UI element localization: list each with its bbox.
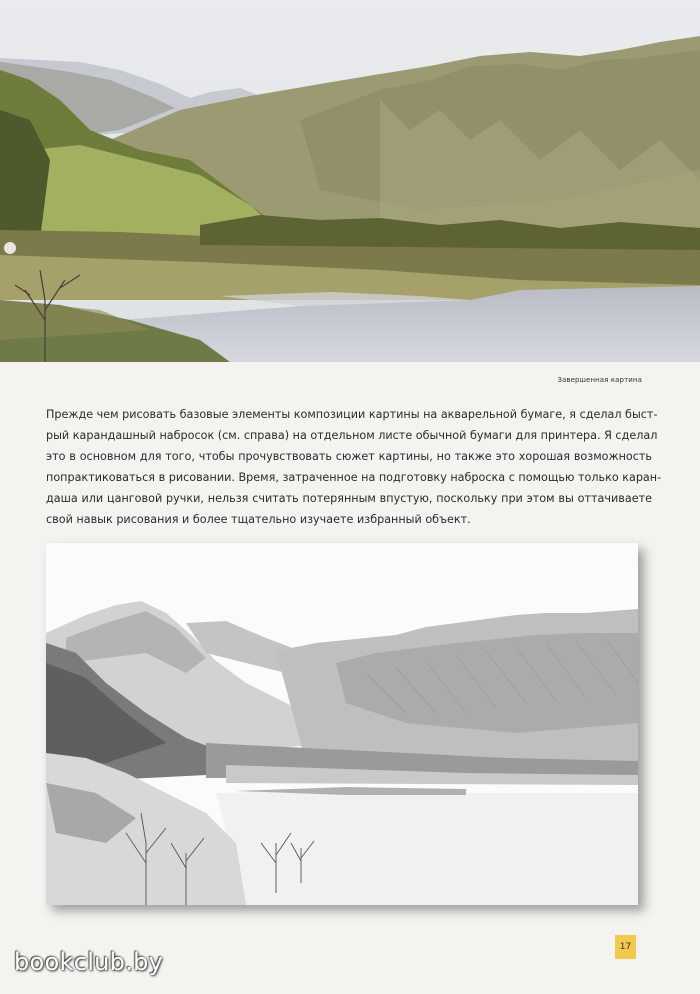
paragraph-line: даша или цанговой ручки, нельзя считать потерянным впустую, поскольку при этом вы оттачиваете [46,492,652,505]
paragraph-line: Прежде чем рисовать базовые элементы композиции картины на акварельной бумаге, я сделал быст- [46,408,658,421]
page-number: 17 [615,935,636,959]
watercolor-painting [0,0,700,362]
watermark: bookclub.by [14,948,164,976]
paragraph-line: рый карандашный набросок (см. справа) на отдельном листе обычной бумаги для принтера. Я сделал [46,429,658,442]
landscape-painting-image [0,0,700,362]
paragraph-line: попрактиковаться в рисовании. Время, затраченное на подготовку наброска с помощью только каран- [46,471,662,484]
paragraph-line: это в основном для того, чтобы прочувствовать сюжет картины, но также это хорошая возможность [46,450,652,463]
pencil-sketch-image [46,543,638,905]
paragraph-line: свой навык рисования и более тщательно изучаете избранный объект. [46,513,471,526]
pencil-sketch [46,543,638,905]
image-caption: Завершенная картина [557,376,642,384]
body-paragraph [46,404,662,530]
